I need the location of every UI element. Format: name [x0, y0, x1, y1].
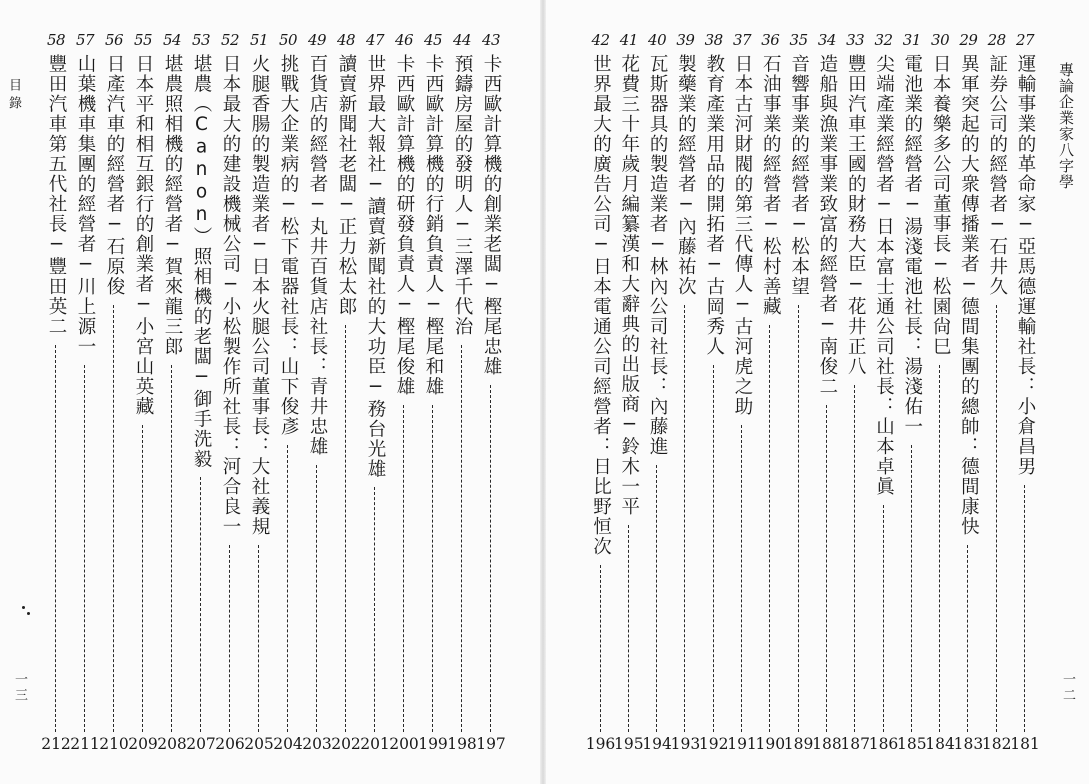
- toc-entry: [953, 31, 984, 784]
- entry-number: 57: [75, 31, 95, 49]
- entry-number: 51: [249, 31, 269, 49]
- dotted-leader: [854, 385, 855, 732]
- entry-title: 日本最大的建設機械公司─小松製作所社長：河合良一: [220, 54, 241, 537]
- entry-number: 35: [789, 31, 808, 49]
- entry-page-number: 209: [128, 735, 158, 753]
- dotted-leader: [258, 545, 259, 732]
- entry-title: 日本古河財閥的第三代傳人─古河虎之助: [732, 54, 753, 417]
- dotted-leader: [826, 405, 827, 732]
- toc-entry: [302, 31, 332, 784]
- running-header-left: 目錄: [6, 78, 21, 114]
- margin-mark: [27, 612, 30, 615]
- entry-number: 33: [846, 31, 865, 49]
- entry-number: 28: [987, 31, 1006, 49]
- entry-number: 58: [46, 31, 66, 49]
- toc-entry: [868, 31, 899, 784]
- entry-page-number: 181: [1010, 735, 1040, 753]
- entry-page-number: 204: [273, 735, 303, 753]
- entry-number: 50: [278, 31, 298, 49]
- entry-title: 日本平和相互銀行的創業者─小宮山英藏: [133, 54, 154, 417]
- toc-entry: [41, 31, 71, 784]
- entry-number: 29: [959, 31, 978, 49]
- entry-title: 日產汽車的經營者─石原俊: [104, 54, 125, 297]
- toc-entry: [331, 31, 361, 784]
- entry-number: 43: [481, 31, 501, 49]
- toc-entry: [981, 31, 1012, 784]
- entry-page-number: 201: [360, 735, 390, 753]
- entry-page-number: 197: [476, 735, 506, 753]
- entry-number: 36: [761, 31, 780, 49]
- toc-entry: [783, 31, 814, 784]
- entry-number: 32: [874, 31, 893, 49]
- toc-entry: [186, 31, 216, 784]
- entry-page-number: 192: [698, 735, 729, 753]
- dotted-leader: [113, 305, 114, 732]
- entry-title: 豐田汽車王國的財務大臣─花井正八: [845, 54, 867, 377]
- folio-left: 一三: [12, 672, 27, 704]
- running-header-right: 專論企業家八字學: [1057, 62, 1075, 190]
- entry-number: 54: [162, 31, 182, 49]
- toc-entry: [812, 31, 842, 784]
- entry-page-number: 184: [925, 735, 955, 753]
- dotted-leader: [883, 505, 884, 732]
- dotted-leader: [84, 365, 85, 732]
- toc-entry: [360, 31, 390, 784]
- entry-title: 花費三十年歲月編纂漢和大辭典的出版商─鈴木一平: [618, 54, 640, 517]
- entry-page-number: 203: [302, 735, 332, 753]
- entry-title: 山葉機車集團的經營者─川上源一: [75, 54, 96, 357]
- dotted-leader: [316, 465, 317, 732]
- entry-title: 音響事業的經營者─松本望: [788, 54, 810, 297]
- dotted-leader: [403, 405, 404, 732]
- dotted-leader: [656, 465, 657, 732]
- toc-entry: [447, 31, 477, 784]
- dotted-leader: [200, 477, 201, 732]
- dotted-leader: [684, 305, 685, 732]
- toc-entry: [670, 31, 701, 784]
- entry-page-number: 198: [447, 735, 477, 753]
- dotted-leader: [798, 305, 799, 732]
- dotted-leader: [490, 385, 491, 732]
- entry-page-number: 188: [812, 735, 842, 753]
- entry-title: 電池業的經營者─湯淺電池社長：湯淺佑一: [901, 54, 923, 437]
- entry-number: 56: [104, 31, 124, 49]
- entry-title: 卡西歐計算機的行銷負責人─樫尾和雄: [423, 54, 444, 397]
- entry-number: 44: [452, 31, 472, 49]
- entry-number: 53: [191, 31, 211, 49]
- dotted-leader: [911, 445, 912, 732]
- entry-title: 造船與漁業事業致富的經營者─南俊二: [816, 54, 838, 397]
- toc-entry: [128, 31, 158, 784]
- entry-number: 48: [336, 31, 356, 49]
- entry-title: 異軍突起的大衆傳播業者─德間集團的總帥：德間康快: [958, 54, 980, 537]
- entry-number: 37: [732, 31, 752, 49]
- toc-entry: [70, 31, 100, 784]
- dotted-leader: [229, 545, 230, 732]
- dotted-leader: [432, 405, 433, 732]
- entry-page-number: 193: [670, 735, 701, 753]
- dotted-leader: [967, 545, 968, 732]
- toc-entry: [244, 31, 274, 784]
- entry-title: 火腿香腸的製造業者─日本火腿公司董事長：大社義規: [249, 54, 270, 537]
- entry-page-number: 202: [331, 735, 361, 753]
- entry-title: 瓦斯器具的製造業者─林內公司社長：內藤進: [647, 54, 669, 457]
- toc-entry: [614, 31, 644, 784]
- entry-page-number: 206: [215, 735, 245, 753]
- entry-page-number: 210: [99, 735, 129, 753]
- toc-entry: [273, 31, 303, 784]
- dotted-leader: [769, 325, 770, 732]
- toc-entry: [418, 31, 448, 784]
- entry-title: 堪農（Canon）照相機的老闆─御手洗毅: [191, 54, 212, 469]
- folio-right: 一二: [1060, 672, 1075, 704]
- entry-page-number: 191: [727, 735, 757, 753]
- toc-entry: [840, 31, 870, 784]
- entry-page-number: 186: [868, 735, 899, 753]
- entry-page-number: 190: [755, 735, 786, 753]
- toc-entry: [389, 31, 419, 784]
- toc-entry: [698, 31, 729, 784]
- entry-number: 39: [676, 31, 695, 49]
- entry-number: 52: [220, 31, 240, 49]
- entry-page-number: 211: [70, 735, 100, 753]
- toc-entry: [157, 31, 187, 784]
- entry-title: 石油事業的經營者─松村善藏: [760, 54, 782, 317]
- dotted-leader: [713, 365, 714, 732]
- entry-number: 34: [817, 31, 836, 49]
- entry-number: 31: [902, 31, 921, 49]
- dotted-leader: [345, 325, 346, 732]
- entry-page-number: 189: [783, 735, 814, 753]
- entry-title: 豐田汽車第五代社長─豐田英二: [46, 54, 67, 337]
- entry-number: 38: [704, 31, 723, 49]
- dotted-leader: [374, 487, 375, 732]
- toc-entry: [476, 31, 506, 784]
- entry-number: 55: [133, 31, 153, 49]
- entry-title: 卡西歐計算機的研發負責人─樫尾俊雄: [394, 54, 415, 397]
- entry-page-number: 208: [157, 735, 187, 753]
- entry-title: 運輸事業的革命家─亞馬德運輸社長：小倉昌男: [1015, 54, 1036, 477]
- toc-entry: [99, 31, 129, 784]
- toc-entry: [642, 31, 672, 784]
- entry-title: 讀賣新聞社老闆─正力松太郎: [336, 54, 357, 317]
- entry-page-number: 199: [418, 735, 448, 753]
- entry-page-number: 187: [840, 735, 870, 753]
- entry-number: 49: [307, 31, 327, 49]
- toc-entry: [585, 31, 616, 784]
- entry-number: 46: [394, 31, 414, 49]
- entry-title: 世界最大報社─讀賣新聞社的大功臣─務台光雄: [365, 54, 386, 479]
- entry-number: 42: [591, 31, 610, 49]
- entry-title: 証券公司的經營者─石井久: [986, 54, 1008, 297]
- entry-page-number: 182: [981, 735, 1012, 753]
- entry-title: 日本養樂多公司董事長─松園尙巳: [930, 54, 952, 357]
- dotted-leader: [461, 345, 462, 732]
- entry-number: 30: [931, 31, 950, 49]
- dotted-leader: [741, 425, 742, 732]
- entry-title: 預鑄房屋的發明人─三澤千代治: [452, 54, 473, 337]
- entry-page-number: 185: [897, 735, 927, 753]
- toc-entry: [897, 31, 927, 784]
- entry-number: 27: [1015, 31, 1035, 49]
- entry-number: 40: [648, 31, 667, 49]
- entry-title: 教育產業用品的開拓者─古岡秀人: [703, 54, 725, 357]
- dotted-leader: [55, 345, 56, 732]
- entry-page-number: 207: [186, 735, 216, 753]
- entry-number: 45: [423, 31, 443, 49]
- toc-entry: [755, 31, 786, 784]
- toc-entry: [925, 31, 955, 784]
- dotted-leader: [287, 445, 288, 732]
- dotted-leader: [1024, 485, 1025, 732]
- entry-title: 百貨店的經營者─丸井百貨店社長：青井忠雄: [307, 54, 328, 457]
- entry-number: 41: [619, 31, 638, 49]
- entry-page-number: 196: [585, 735, 616, 753]
- entry-title: 挑戰大企業病的─松下電器社長：山下俊彥: [278, 54, 299, 437]
- entry-page-number: 212: [41, 735, 71, 753]
- toc-entry: [727, 31, 757, 784]
- entry-title: 堪農照相機的經營者─賀來龍三郎: [162, 54, 183, 357]
- entry-title: 卡西歐計算機的創業老闆─樫尾忠雄: [481, 54, 502, 377]
- dotted-leader: [171, 365, 172, 732]
- margin-mark: [22, 606, 25, 609]
- toc-entry: [1010, 31, 1040, 784]
- dotted-leader: [142, 425, 143, 732]
- entry-title: 尖端產業經營者─日本富士通公司社長：山本卓眞: [873, 54, 895, 497]
- toc-entry: [215, 31, 245, 784]
- dotted-leader: [628, 525, 629, 732]
- book-gutter: [540, 0, 546, 784]
- dotted-leader: [996, 305, 997, 732]
- entry-page-number: 195: [614, 735, 644, 753]
- entry-page-number: 205: [244, 735, 274, 753]
- dotted-leader: [600, 565, 601, 732]
- dotted-leader: [939, 365, 940, 732]
- entry-page-number: 183: [953, 735, 984, 753]
- entry-page-number: 200: [389, 735, 419, 753]
- entry-title: 世界最大的廣告公司─日本電通公司經營者：日比野恒次: [590, 54, 612, 557]
- entry-number: 47: [365, 31, 385, 49]
- entry-page-number: 194: [642, 735, 672, 753]
- entry-title: 製藥業的經營者─內藤祐次: [675, 54, 697, 297]
